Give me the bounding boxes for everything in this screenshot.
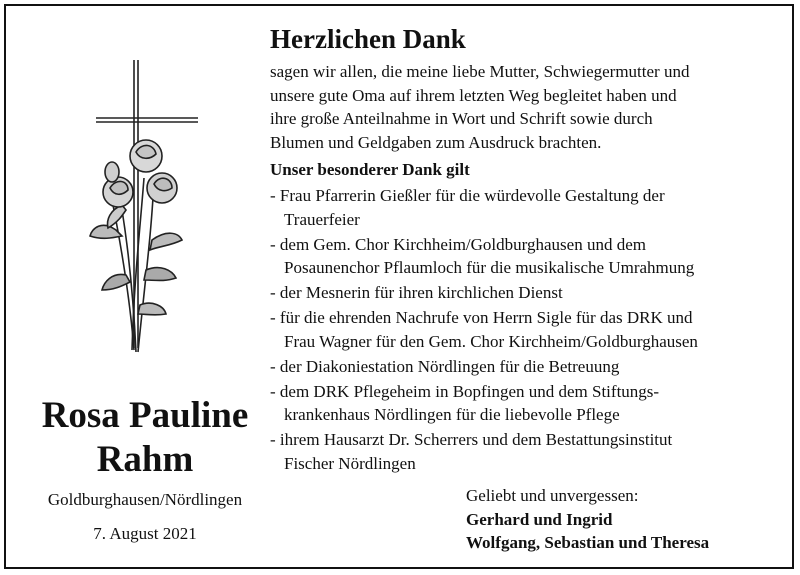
intro-line: sagen wir allen, die meine liebe Mutter, Schwiegermutter und bbox=[270, 62, 690, 81]
signature-block bbox=[466, 484, 709, 555]
deceased-name-line-2: Rahm bbox=[96, 439, 194, 480]
signature-names-line-2: Wolfgang, Sebastian und Theresa bbox=[466, 533, 710, 552]
intro-line: ihre große Anteilnahme in Wort und Schrift sowie durch bbox=[270, 109, 653, 128]
deceased-place: Goldburghausen/Nördlingen bbox=[47, 490, 243, 509]
intro-paragraph bbox=[270, 60, 770, 154]
cross-with-roses-icon bbox=[82, 60, 202, 380]
closing-line: Geliebt und unvergessen: bbox=[466, 486, 639, 505]
thanks-item: - Frau Pfarrerin Gießler für die würdevolle Gestaltung der Trauerfeier bbox=[270, 186, 665, 229]
thanks-item: - ihrem Hausarzt Dr. Scherrers und dem Bestattungsinstitut Fischer Nördlingen bbox=[270, 430, 673, 473]
thanks-list bbox=[270, 184, 780, 477]
thanks-subheading: Unser besonderer Dank gilt bbox=[270, 160, 470, 179]
thanks-item: - der Mesnerin für ihren kirchlichen Dienst bbox=[270, 283, 563, 302]
death-date: 7. August 2021 bbox=[93, 524, 197, 543]
thanks-item: - dem Gem. Chor Kirchheim/Goldburghausen und dem Posaunenchor Pflaumloch für die musikalische Umrahmung bbox=[270, 234, 695, 277]
signature-names-line-1: Gerhard und Ingrid bbox=[466, 509, 613, 529]
thanks-item: - für die ehrenden Nachrufe von Herrn Sigle für das DRK und Frau Wagner für den Gem. Chor Kirchheim/Goldburghausen bbox=[270, 308, 698, 351]
thanks-item: - dem DRK Pflegeheim in Bopfingen und dem Stiftungs- krankenhaus Nördlingen für die liebevolle Pflege bbox=[270, 381, 660, 424]
intro-line: Blumen und Geldgaben zum Ausdruck brachten. bbox=[270, 132, 602, 152]
notice-heading: Herzlichen Dank bbox=[270, 24, 466, 54]
intro-line: unsere gute Oma auf ihrem letzten Weg begleitet haben und bbox=[270, 85, 677, 105]
thanks-item: - der Diakoniestation Nördlingen für die Betreuung bbox=[270, 356, 620, 376]
deceased-name-line-1: Rosa Pauline bbox=[41, 395, 249, 436]
